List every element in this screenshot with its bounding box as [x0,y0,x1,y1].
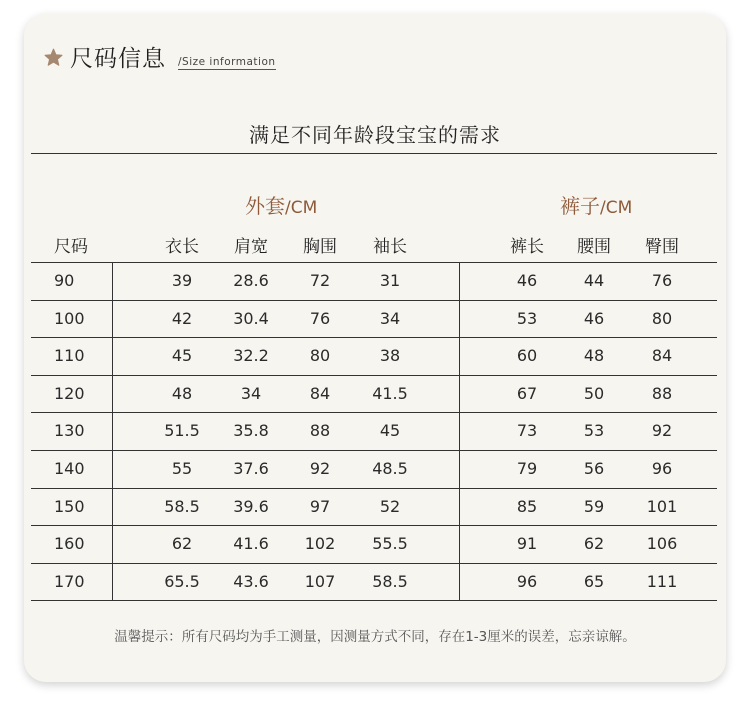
cell-pants-length: 60 [516,346,538,366]
cell-chest: 102 [304,534,336,554]
row-divider [31,563,717,564]
group-jacket-name: 外套 [245,194,285,218]
cell-sleeve: 45 [379,421,401,441]
group-pants-unit: /CM [600,198,633,218]
col-header-shoulder: 肩宽 [234,237,268,257]
cell-hip: 96 [651,459,673,478]
cell-pants-length: 91 [516,534,538,554]
row-divider [31,450,717,451]
group-pants-name: 裤子 [560,194,600,218]
row-divider [31,337,717,338]
cell-sleeve: 48.5 [372,459,408,478]
cell-waist: 46 [583,308,605,328]
table-title: 满足不同年龄段宝宝的需求 [249,123,501,147]
star-icon [44,48,63,67]
cell-size: 130 [54,421,85,441]
size-info-card [24,14,726,682]
cell-jacket-length: 42 [171,308,193,328]
col-header-pants-length: 裤长 [510,237,544,257]
cell-pants-length: 85 [516,496,538,516]
section-header [44,40,276,73]
cell-size: 120 [54,383,85,403]
col-header-jacket-length: 衣长 [165,237,199,257]
column-divider-size [112,262,113,600]
cell-chest: 76 [309,308,331,328]
cell-shoulder: 35.8 [233,421,269,441]
col-header-size: 尺码 [54,237,88,257]
cell-pants-length: 53 [516,308,538,328]
cell-hip: 84 [651,346,673,366]
cell-size: 150 [54,496,85,516]
row-divider [31,262,717,263]
cell-jacket-length: 62 [171,534,193,554]
section-subtitle-en: /Size information [178,56,276,68]
cell-hip: 88 [651,383,673,403]
cell-shoulder: 43.6 [233,571,269,591]
cell-size: 170 [54,571,85,591]
cell-shoulder: 28.6 [233,271,269,290]
column-divider-groups [459,262,460,600]
cell-jacket-length: 58.5 [164,496,200,516]
cell-shoulder: 30.4 [233,308,269,328]
cell-waist: 62 [583,534,605,554]
cell-jacket-length: 55 [171,459,193,478]
cell-size: 90 [54,271,75,290]
cell-waist: 48 [583,346,605,366]
group-label-pants [560,190,632,219]
row-divider [31,412,717,413]
cell-chest: 88 [309,421,331,441]
title-divider [31,153,717,154]
cell-chest: 107 [304,571,336,591]
cell-jacket-length: 39 [171,271,193,290]
cell-size: 110 [54,346,85,366]
cell-hip: 76 [651,271,673,290]
cell-waist: 56 [583,459,605,478]
col-header-sleeve: 袖长 [373,237,407,257]
cell-sleeve: 34 [379,308,401,328]
cell-pants-length: 67 [516,383,538,403]
cell-sleeve: 38 [379,346,401,366]
cell-chest: 84 [309,383,331,403]
cell-size: 160 [54,534,85,554]
row-divider [31,525,717,526]
cell-shoulder: 41.6 [233,534,269,554]
cell-size: 100 [54,308,85,328]
cell-shoulder: 39.6 [233,496,269,516]
cell-shoulder: 37.6 [233,459,269,478]
col-header-hip: 臀围 [645,237,679,257]
cell-chest: 97 [309,496,331,516]
cell-jacket-length: 45 [171,346,193,366]
cell-pants-length: 79 [516,459,538,478]
section-title: 尺码信息 [70,46,166,72]
cell-waist: 44 [583,271,605,290]
cell-shoulder: 32.2 [233,346,269,366]
cell-hip: 111 [646,571,678,591]
cell-size: 140 [54,459,85,478]
cell-jacket-length: 65.5 [164,571,200,591]
cell-jacket-length: 48 [171,383,193,403]
cell-pants-length: 46 [516,271,538,290]
cell-hip: 106 [646,534,678,554]
cell-sleeve: 41.5 [372,383,408,403]
cell-chest: 92 [309,459,331,478]
cell-hip: 92 [651,421,673,441]
cell-waist: 50 [583,383,605,403]
cell-shoulder: 34 [240,383,262,403]
col-header-chest: 胸围 [303,237,337,257]
col-header-waist: 腰围 [577,237,611,257]
cell-hip: 80 [651,308,673,328]
cell-waist: 59 [583,496,605,516]
cell-pants-length: 96 [516,571,538,591]
row-divider [31,488,717,489]
cell-chest: 80 [309,346,331,366]
cell-sleeve: 31 [379,271,401,290]
cell-sleeve: 52 [379,496,401,516]
row-divider [31,375,717,376]
cell-sleeve: 55.5 [372,534,408,554]
cell-chest: 72 [309,271,331,290]
cell-jacket-length: 51.5 [164,421,200,441]
table-bottom-rule [31,600,717,601]
group-jacket-unit: /CM [285,198,318,218]
group-label-jacket [245,190,317,219]
cell-waist: 65 [583,571,605,591]
cell-hip: 101 [646,496,678,516]
footer-note: 温馨提示：所有尺码均为手工测量，因测量方式不同，存在1-3厘米的误差，忘亲谅解。 [114,629,636,645]
cell-waist: 53 [583,421,605,441]
cell-sleeve: 58.5 [372,571,408,591]
row-divider [31,300,717,301]
cell-pants-length: 73 [516,421,538,441]
